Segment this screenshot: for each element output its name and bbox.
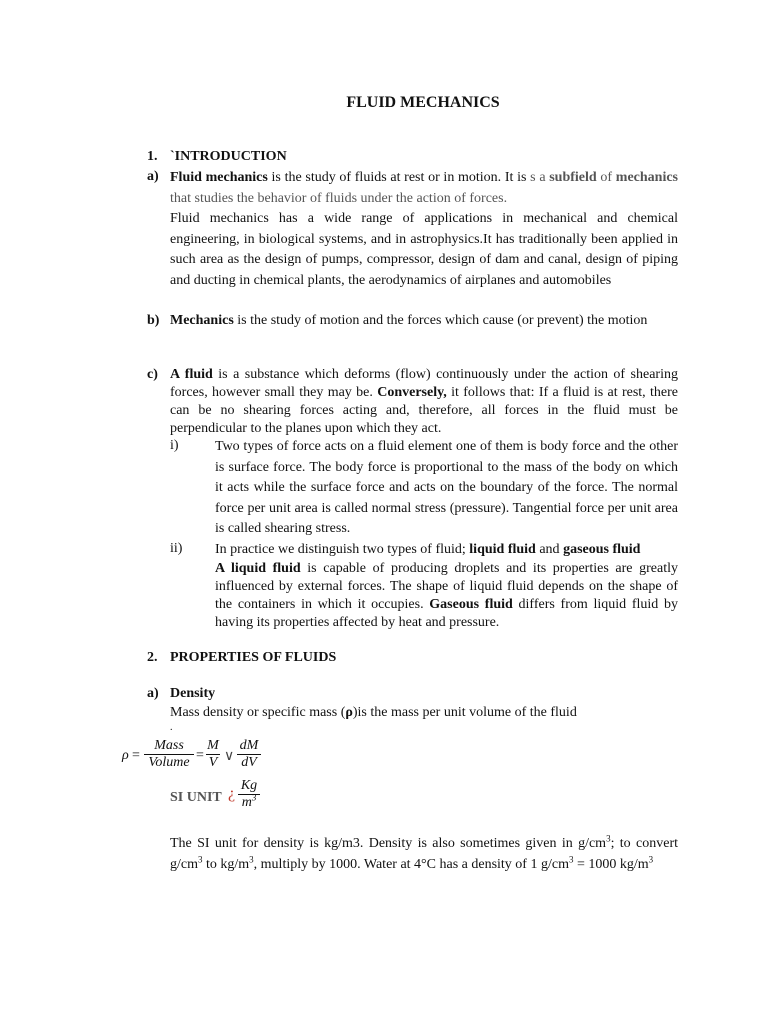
density-equation bbox=[122, 737, 272, 777]
term-mechanics: mechanics bbox=[615, 170, 678, 185]
term-subfield: subfield bbox=[549, 170, 597, 185]
definition-text: s a bbox=[530, 170, 550, 185]
eq-mass-volume-fraction bbox=[144, 738, 194, 771]
si-unit-exponent: 3 bbox=[251, 792, 257, 803]
eq-equals-2: = bbox=[196, 748, 204, 763]
fluid-types-intro bbox=[215, 540, 685, 560]
term-a-liquid-fluid: A liquid fluid bbox=[215, 561, 301, 576]
subitem-i-label: i) bbox=[170, 438, 179, 453]
section-1-heading: `INTRODUCTION bbox=[170, 149, 287, 164]
eq-mass: Mass bbox=[154, 738, 184, 753]
eq-m-v-fraction bbox=[206, 738, 220, 771]
fluid-types-paragraph bbox=[215, 560, 678, 632]
term-a-fluid: A fluid bbox=[170, 367, 213, 382]
definition-text: Mass density or specific mass ( bbox=[170, 705, 346, 720]
mechanics-definition bbox=[170, 312, 678, 330]
definition-text: is a substance which deforms (flow) continuously under the action of shearing forces, however small they may be. bbox=[170, 367, 678, 400]
eq-equals-1: = bbox=[132, 748, 140, 763]
exponent: 3 bbox=[249, 853, 254, 864]
item-a-label: a) bbox=[147, 169, 159, 184]
paragraph-text: to kg/m bbox=[202, 856, 250, 872]
si-unit-paragraph bbox=[170, 834, 678, 875]
eq-V: V bbox=[208, 755, 218, 770]
item-b-label: b) bbox=[147, 313, 160, 328]
definition-text: of bbox=[596, 170, 613, 185]
exponent: 3 bbox=[568, 853, 574, 864]
term-liquid-fluid: liquid fluid bbox=[469, 542, 536, 557]
term-mechanics-b: Mechanics bbox=[170, 313, 234, 328]
stray-dot: . bbox=[170, 722, 173, 733]
definition-text: is the study of fluids at rest or in motion. It is bbox=[267, 170, 531, 185]
item-c-label: c) bbox=[147, 367, 158, 382]
eq-dm-dv-fraction bbox=[237, 738, 261, 771]
paragraph-text: ; to convert g/cm bbox=[170, 836, 678, 872]
paragraph-text: , multiply by 1000. Water at 4°C has a density of 1 g/cm bbox=[253, 856, 569, 872]
intro-text: In practice we distinguish two types of fluid; bbox=[215, 542, 470, 557]
subitem-ii-label: ii) bbox=[170, 541, 183, 556]
si-unit-kg: Kg bbox=[240, 778, 258, 793]
si-unit-symbol: ¿ bbox=[228, 785, 236, 802]
si-unit-m3 bbox=[238, 792, 260, 811]
term-gaseous-fluid-2: Gaseous fluid bbox=[429, 597, 513, 612]
exponent: 3 bbox=[198, 853, 203, 864]
fluid-definition bbox=[170, 366, 678, 438]
definition-text: is the study of motion and the forces which cause (or prevent) the motion bbox=[233, 313, 648, 328]
force-types-paragraph: Two types of force acts on a fluid element one of them is body force and the other is surface force. The body force is proportional to the mass of the body on which it acts while the surface force and acts on the boundary of the force. The normal force per unit area is called normal stress (pressure). Tangential force per unit area is called shearing stress. bbox=[215, 439, 678, 536]
term-conversely: Conversely, bbox=[377, 385, 447, 400]
density-definition bbox=[170, 705, 577, 721]
paragraph-text: is capable of producing droplets and its properties are greatly influenced by external forces. The shape of liquid fluid depends on the shape of the containers in which it occupies. bbox=[215, 561, 678, 612]
eq-volume: Volume bbox=[148, 755, 190, 770]
term-gaseous-fluid: gaseous fluid bbox=[563, 542, 641, 557]
applications-paragraph: Fluid mechanics has a wide range of applications in mechanical and chemical engineering, in biological systems, and in astrophysics.It has traditionally been applied in such area as the design of pumps, compressor, design of dam and canal, design of piping and ducting in chemical plants, the aerodynamics of airplanes and automobiles bbox=[170, 211, 678, 288]
exponent: 3 bbox=[606, 833, 611, 844]
section-2-number: 2. bbox=[147, 650, 158, 665]
fluid-mechanics-definition bbox=[170, 168, 678, 209]
paragraph-text: = 1000 kg/m bbox=[573, 856, 649, 872]
eq-dV: dV bbox=[241, 755, 257, 770]
definition-text: )is the mass per unit volume of the fluid bbox=[352, 705, 577, 720]
section-1-number: 1. bbox=[147, 149, 158, 164]
paragraph-text: differs from liquid fluid by having its properties affected by heat and pressure. bbox=[215, 597, 678, 630]
eq-rho: ρ bbox=[122, 748, 129, 763]
item-2a-label: a) bbox=[147, 686, 159, 701]
si-unit-m: m bbox=[241, 795, 252, 810]
exponent: 3 bbox=[648, 853, 654, 864]
section-2-heading: PROPERTIES OF FLUIDS bbox=[170, 650, 337, 665]
document-title: FLUID MECHANICS bbox=[346, 94, 500, 111]
definition-text: it follows that: If a fluid is at rest, there can be no shearing forces acting and, therefore, all forces in the fluid must be perpendicular to the planes upon which they act. bbox=[170, 385, 678, 436]
intro-text: and bbox=[535, 542, 564, 557]
rho-symbol: ρ bbox=[345, 705, 353, 720]
si-unit-label: SI UNIT bbox=[170, 790, 222, 805]
density-heading: Density bbox=[170, 686, 216, 701]
definition-text: that studies the behavior of fluids under the action of forces. bbox=[170, 190, 508, 206]
eq-M: M bbox=[207, 738, 219, 753]
paragraph-text: The SI unit for density is kg/m3. Density is also sometimes given in g/cm bbox=[170, 836, 607, 851]
si-unit-fraction bbox=[238, 778, 260, 811]
term-fluid-mechanics: Fluid mechanics bbox=[170, 170, 268, 185]
eq-dM: dM bbox=[239, 738, 259, 753]
eq-or-symbol: ∨ bbox=[224, 749, 235, 764]
